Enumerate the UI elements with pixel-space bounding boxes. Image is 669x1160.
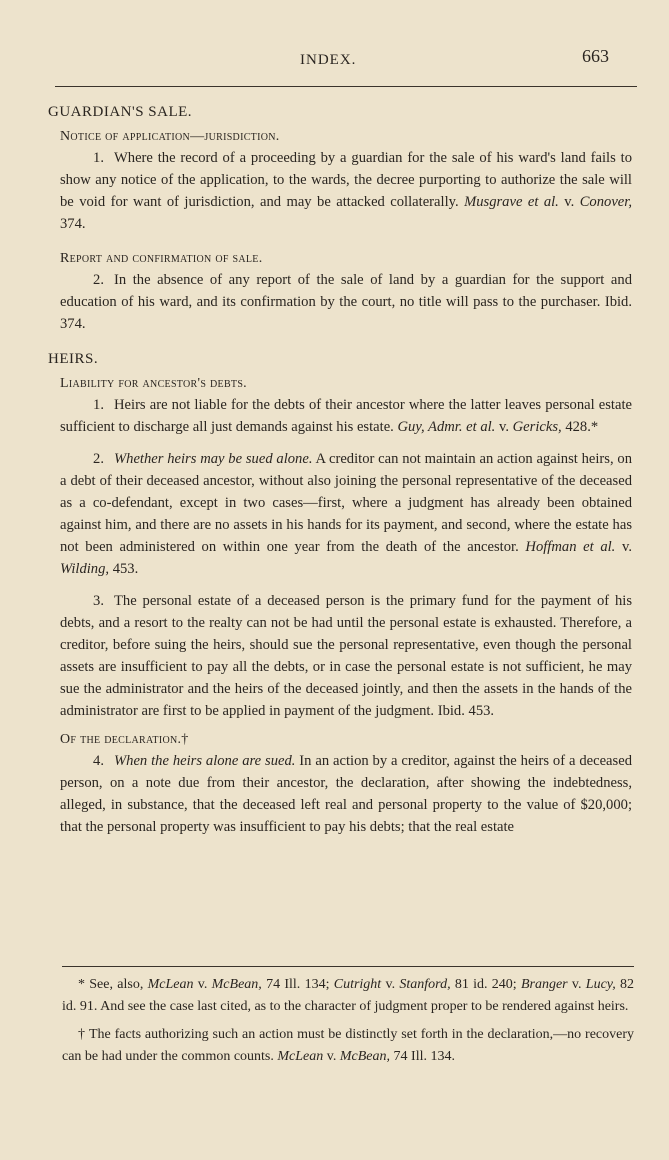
heirs-paragraph-1: 1. Heirs are not liable for the debts of their ancestor where the latter leaves personal estate sufficient to discharge all just demands against his estate. Guy, Admr. et al. v. Gericks, 428.* (60, 397, 632, 435)
subhead-notice: Notice of application—jurisdiction. (60, 129, 280, 144)
guardian-paragraph-2: 2. In the absence of any report of the sale of land by a guardian for the support and education of his ward, and its confirmation by the court, no title will pass to the purchaser. Ibid. 374. (60, 272, 632, 332)
footnotes (62, 974, 634, 1074)
heirs-paragraph-4: 4. When the heirs alone are sued. In an action by a creditor, against the heirs of a deceased person, on a note due from their ancestor, the declaration, after showing the indebtedness, alleged, in substance, that the deceased left real and personal property to the value of $20,000; that the personal property was insufficient to pay his debts; that the real estate (60, 753, 632, 835)
subhead-declaration: Of the declaration.† (60, 732, 189, 747)
subhead-report: Report and confirmation of sale. (60, 251, 263, 266)
footnote-asterisk: * See, also, McLean v. McBean, 74 Ill. 134; Cutright v. Stanford, 81 id. 240; Branger v. Lucy, 82 id. 91. And see the case last cited, as to the character of judgment proper to be rendered against heirs. (62, 977, 635, 1014)
page-body (48, 104, 633, 838)
footnote-rule (62, 966, 634, 967)
subhead-liability: Liability for ancestor's debts. (60, 376, 247, 391)
section-title-heirs: HEIRS. (48, 351, 99, 367)
section-title-guardians-sale: GUARDIAN'S SALE. (48, 104, 193, 120)
running-title: INDEX. (300, 52, 357, 68)
footnote-dagger: † The facts authorizing such an action must be distinctly set forth in the declaration,—no recovery can be had under the common counts. McLean v. McBean, 74 Ill. 134. (62, 1027, 634, 1064)
running-head (0, 46, 669, 70)
heirs-paragraph-2: 2. Whether heirs may be sued alone. A creditor can not maintain an action against heirs, on a debt of their deceased ancestor, without also joining the personal representative of the deceased as a co-defendant, except in two cases—first, where a judgment has already been obtained against him, and there are no assets in his hands for its payment, and second, where the estate has not been administered on within one year from the death of the ancestor. Hoffman et al. v. Wilding, 453. (60, 451, 633, 577)
header-rule (55, 86, 637, 87)
guardian-paragraph-1: 1. Where the record of a proceeding by a guardian for the sale of his ward's land fails to show any notice of the application, to the wards, the decree purporting to authorize the sale will be void for want of jurisdiction, and may be attacked collaterally. Musgrave et al. v. Conover, 374. (60, 150, 632, 232)
page-number: 663 (582, 46, 609, 66)
heirs-paragraph-3: 3. The personal estate of a deceased person is the primary fund for the payment of his debts, and a resort to the realty can not be had until the personal estate is exhausted. Therefore, a creditor, before suing the heirs, should sue the personal representative, even though the personal assets are insufficient to pay all the debts, or in case the personal estate is not sufficient, he may sue the administrator and the heirs of the deceased jointly, and then the assets in the hands of the administrator are first to be applied in payment of the judgment. Ibid. 453. (60, 593, 632, 719)
